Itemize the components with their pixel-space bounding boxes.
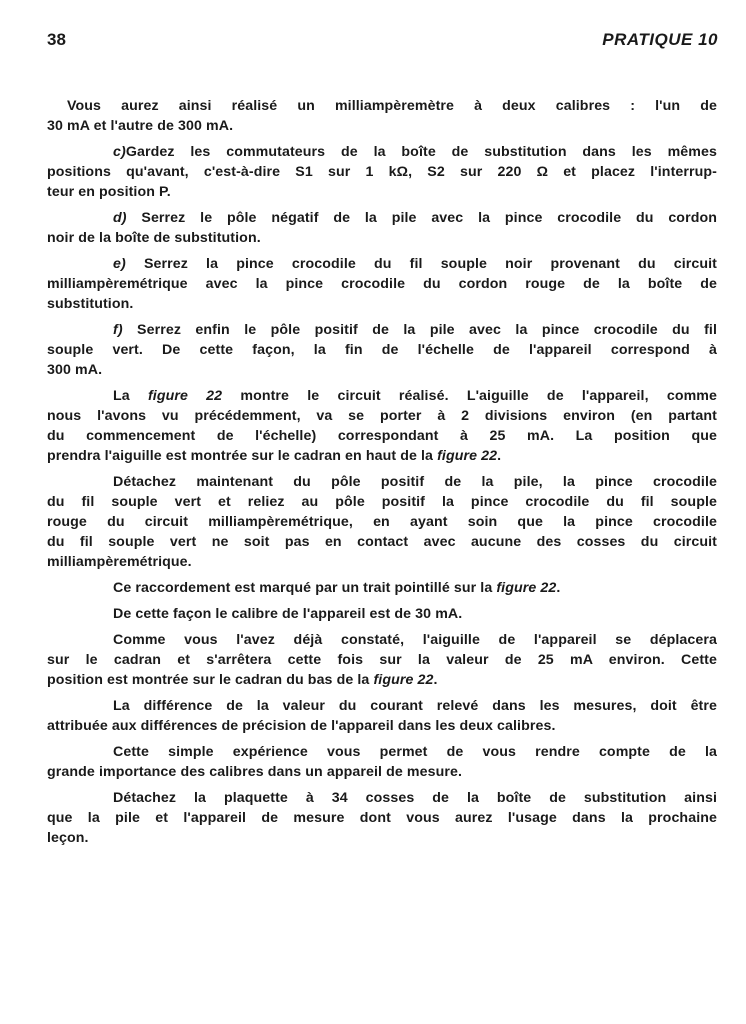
step-marker: f) [113,322,123,338]
text-line: grande importance des calibres dans un appareil de mesure. [47,764,463,780]
text-line: du fil souple vert et reliez au pôle positif la pince crocodile du fil souple [47,494,717,510]
paragraph-step-f [47,320,717,380]
text-line: c)Gardez les commutateurs de la boîte de substitution dans les mêmes [113,144,717,160]
figure-reference: figure 22 [437,448,498,464]
text-line: La figure 22 montre le circuit réalisé. L'aiguille de l'appareil, comme [113,388,717,404]
text-line: du fil souple vert ne soit pas en contact avec aucune des cosses du circuit [47,534,717,550]
text-line: attribuée aux différences de précision de l'appareil dans les deux calibres. [47,718,556,734]
running-title: PRATIQUE 10 [602,30,718,49]
page-number: 38 [47,30,66,49]
paragraph-step-e [47,254,717,314]
step-marker: d) [113,210,127,226]
text-line: La différence de la valeur du courant relevé dans les mesures, doit être [113,698,717,714]
paragraph-calibre [47,604,717,624]
text-line: Détachez la plaquette à 34 cosses de la boîte de substitution ainsi [113,790,717,806]
paragraph-connection [47,578,717,598]
figure-reference: figure 22 [496,580,557,596]
text-line: nous l'avons vu précédemment, va se porter à 2 divisions environ (en partant [47,408,717,424]
text-line: substitution. [47,296,134,312]
text-line: milliampèremétrique. [47,554,192,570]
text-line: Comme vous l'avez déjà constaté, l'aiguille de l'appareil se déplacera [113,632,717,648]
text-line: Vous aurez ainsi réalisé un milliampèremètre à deux calibres : l'un de [67,98,717,114]
text-line: milliampèremétrique avec la pince crocodile du cordon rouge de la boîte de [47,276,717,292]
figure-reference: figure 22 [373,672,434,688]
text-line: du commencement de l'échelle) correspondant à 25 mA. La position que [47,428,717,444]
text-line: sur le cadran et s'arrêtera cette fois sur la valeur de 25 mA environ. Cette [47,652,717,668]
text-line: rouge du circuit milliampèremétrique, en ayant soin que la pince crocodile [47,514,717,530]
text-line: Ce raccordement est marqué par un trait pointillé sur la figure 22. [113,580,561,596]
paragraph-figure-22 [47,386,717,466]
paragraph-detach [47,472,717,572]
page-body [47,96,717,854]
text-line: f) Serrez enfin le pôle positif de la pile avec la pince crocodile du fil [113,322,717,338]
text-line: Détachez maintenant du pôle positif de la pile, la pince crocodile [113,474,717,490]
text-line: noir de la boîte de substitution. [47,230,261,246]
paragraph-final [47,788,717,848]
text-line: position est montrée sur le cadran du bas de la figure 22. [47,672,438,688]
paragraph-needle [47,630,717,690]
paragraph-intro [47,96,717,136]
paragraph-step-c [47,142,717,202]
step-marker: e) [113,256,126,272]
page-header [47,30,718,54]
text-line: 300 mA. [47,362,103,378]
text-line: teur en position P. [47,184,171,200]
paragraph-difference [47,696,717,736]
text-line: positions qu'avant, c'est-à-dire S1 sur 1 kΩ, S2 sur 220 Ω et placez l'interrup- [47,164,717,180]
paragraph-step-d [47,208,717,248]
text-line: leçon. [47,830,89,846]
text-line: e) Serrez la pince crocodile du fil souple noir provenant du circuit [113,256,717,272]
text-line: prendra l'aiguille est montrée sur le cadran en haut de la figure 22. [47,448,502,464]
text-line: d) Serrez le pôle négatif de la pile avec la pince crocodile du cordon [113,210,717,226]
text-line: De cette façon le calibre de l'appareil est de 30 mA. [113,606,463,622]
paragraph-experience [47,742,717,782]
text-line: que la pile et l'appareil de mesure dont vous aurez l'usage dans la prochaine [47,810,717,826]
step-marker: c) [113,144,126,160]
text-line: Cette simple expérience vous permet de vous rendre compte de la [113,744,717,760]
text-line: 30 mA et l'autre de 300 mA. [47,118,234,134]
text-line: souple vert. De cette façon, la fin de l'échelle de l'appareil correspond à [47,342,717,358]
figure-reference: figure 22 [147,388,223,404]
